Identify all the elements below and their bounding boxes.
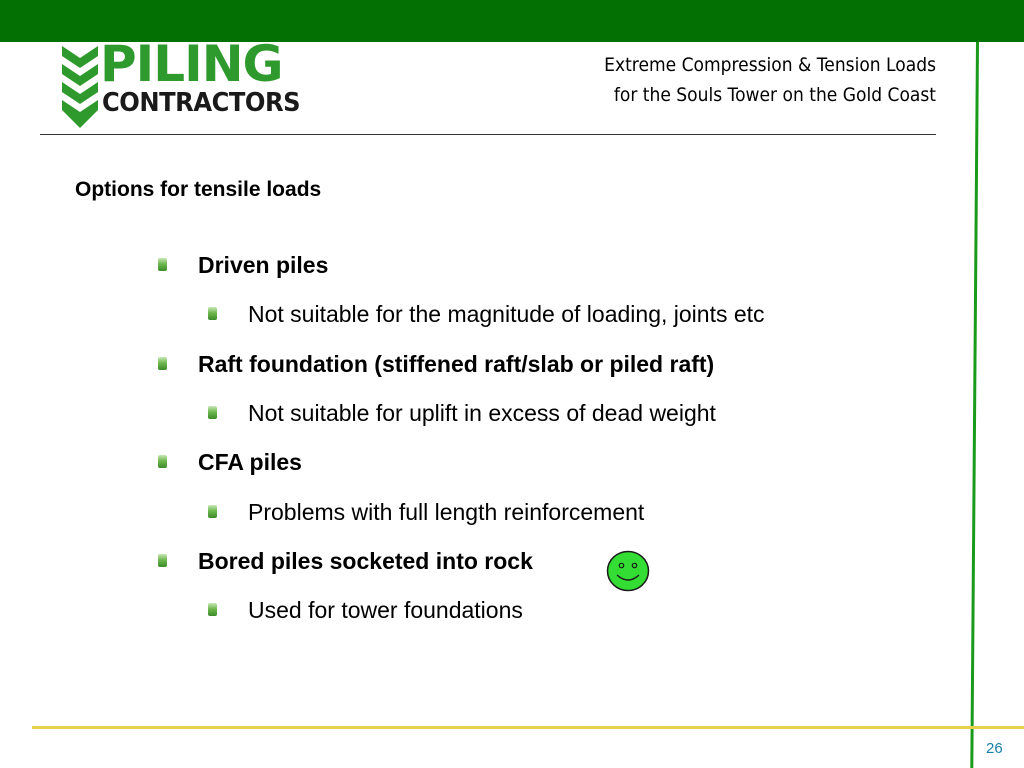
bullet-text: Used for tower foundations bbox=[248, 597, 523, 624]
smiley-face-icon bbox=[606, 550, 650, 592]
bullet-marker-icon bbox=[208, 603, 217, 616]
bullet-marker-icon bbox=[158, 554, 167, 567]
bullet-text: Driven piles bbox=[198, 252, 329, 278]
slide-title-line-1: Extreme Compression & Tension Loads bbox=[604, 54, 936, 76]
section-heading: Options for tensile loads bbox=[75, 178, 322, 201]
bullet-marker-icon bbox=[208, 307, 217, 320]
slide-title-line-2: for the Souls Tower on the Gold Coast bbox=[613, 84, 936, 106]
footer-divider bbox=[32, 726, 1024, 729]
bullet-text: CFA piles bbox=[198, 449, 302, 476]
slide-title bbox=[522, 50, 936, 110]
bullet-marker-icon bbox=[158, 455, 167, 468]
bullet-text: Bored piles socketed into rock bbox=[198, 547, 533, 574]
page-number: 26 bbox=[986, 740, 1003, 757]
logo-text-contractors: CONTRACTORS bbox=[102, 88, 301, 118]
right-vertical-rule bbox=[970, 42, 979, 768]
bullet-text: Problems with full length reinforcement bbox=[248, 498, 645, 525]
bullet-text: Raft foundation (stiffened raft/slab or piled raft) bbox=[198, 350, 715, 377]
bullet-marker-icon bbox=[158, 258, 167, 271]
bullet-marker-icon bbox=[208, 505, 217, 518]
bullet-marker-icon bbox=[208, 406, 217, 419]
bullet-marker-icon bbox=[158, 357, 167, 370]
chevron-logo-icon bbox=[62, 42, 98, 130]
logo-text-piling: PILING bbox=[100, 35, 283, 93]
bullet-text: Not suitable for the magnitude of loading, joints etc bbox=[248, 301, 765, 328]
header-divider bbox=[40, 134, 936, 135]
company-logo bbox=[62, 35, 324, 130]
bullet-text: Not suitable for uplift in excess of dead weight bbox=[248, 399, 716, 426]
